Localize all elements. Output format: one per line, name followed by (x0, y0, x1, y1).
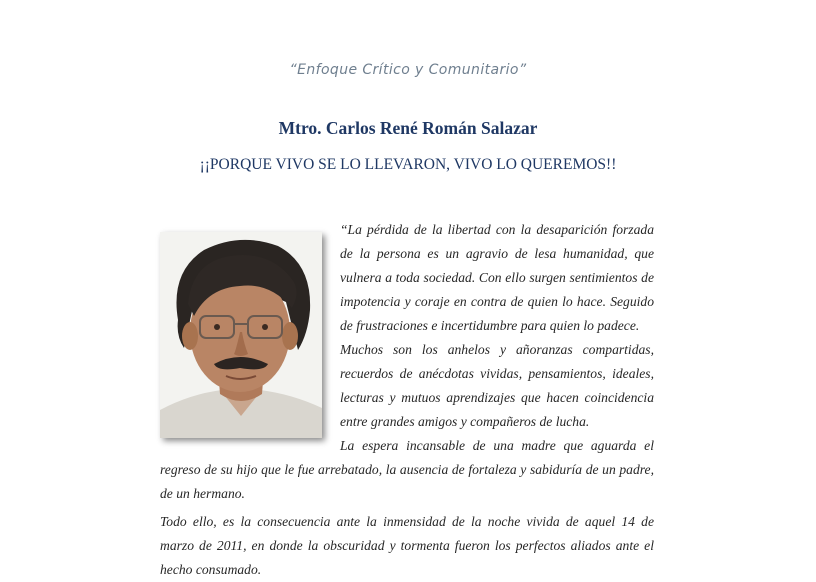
text-line: Todo ello, es la consecuencia ante la inmensidad de la noche vivida de aquel 14 de (160, 514, 654, 529)
paragraph-2 (340, 338, 654, 434)
paragraph-3-line: regreso de su hijo que le fue arrebatado, la ausencia de fortaleza y sabiduría de un padre, (160, 462, 654, 477)
text-line: de la persona es un agravio de lesa humanidad, que (340, 246, 654, 261)
author-name: Mtro. Carlos René Román Salazar (278, 118, 538, 138)
text-line: Muchos son los anhelos y añoranzas compartidas, (340, 342, 654, 357)
text-line: vulnera a toda sociedad. Con ello surgen sentimientos de (340, 270, 654, 285)
text-line: recuerdos de anécdotas vividas, pensamientos, ideales, (340, 366, 654, 381)
paragraph-4 (160, 510, 654, 558)
author-photo (160, 232, 322, 438)
text-line: “La pérdida de la libertad con la desaparición forzada (340, 222, 654, 237)
text-line: entre grandes amigos y compañeros de lucha. (340, 414, 590, 429)
text-line: marzo de 2011, en donde la obscuridad y tormenta fueron los perfectos aliados ante el (160, 538, 654, 553)
text-line: lecturas y mutuos aprendizajes que hacen coincidencia (340, 390, 654, 405)
portrait-image (160, 232, 322, 438)
column-header: “Enfoque Crítico y Comunitario” (289, 62, 527, 78)
article-title: ¡¡PORQUE VIVO SE LO LLEVARON, VIVO LO QUEREMOS!! (199, 156, 617, 173)
text-line: impotencia y coraje en contra de quien lo hace. Seguido (340, 294, 654, 309)
paragraph-4-line: hecho consumado. (160, 562, 262, 577)
paragraph-1 (340, 218, 654, 338)
paragraph-3-line: La espera incansable de una madre que aguarda el (340, 438, 654, 453)
text-line: de frustraciones e incertidumbre para quien lo padece. (340, 318, 640, 333)
paragraph-3-line: de un hermano. (160, 486, 245, 501)
